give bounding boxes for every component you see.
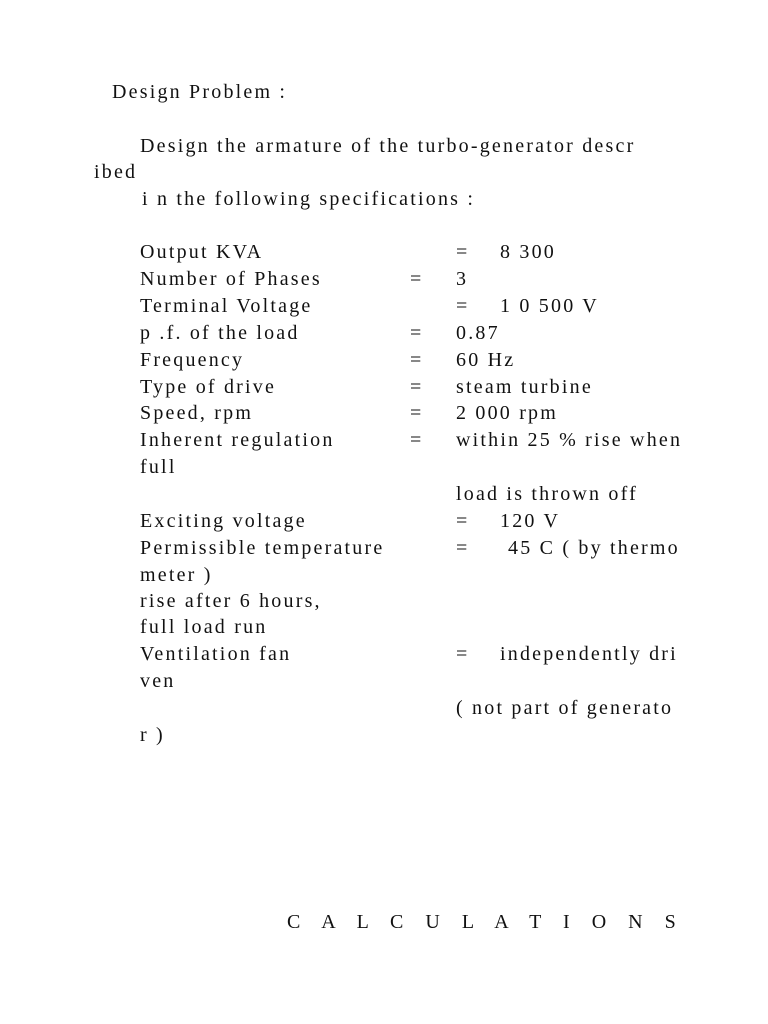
- spec-label-speed: Speed, rpm: [140, 402, 254, 424]
- spec-label-regulation: Inherent regulation: [140, 429, 335, 451]
- intro-line-1: Design the armature of the turbo-generator descr: [140, 135, 636, 157]
- spec-label-drive: Type of drive: [140, 376, 277, 398]
- spec-value-frequency: 60 Hz: [456, 349, 516, 371]
- spec-value-voltage: 1 0 500 V: [500, 295, 599, 317]
- spec-eq-voltage: =: [456, 295, 470, 317]
- spec-value-phases: 3: [456, 268, 469, 290]
- spec-value-drive: steam turbine: [456, 376, 593, 398]
- spec-label-pf: p .f. of the load: [140, 322, 300, 344]
- heading: Design Problem :: [112, 81, 288, 103]
- spec-label-output-kva: Output KVA: [140, 241, 264, 263]
- spec-eq-frequency: =: [410, 349, 424, 371]
- spec-value-regulation-cont: load is thrown off: [456, 483, 638, 505]
- spec-eq-temperature: =: [456, 537, 470, 559]
- spec-value-pf: 0.87: [456, 322, 500, 344]
- spec-label-frequency: Frequency: [140, 349, 245, 371]
- spec-eq-pf: =: [410, 322, 424, 344]
- spec-label-phases: Number of Phases: [140, 268, 322, 290]
- intro-line-3: i n the following specifications :: [142, 188, 476, 210]
- spec-label-fan-cont: ven: [140, 670, 176, 692]
- spec-eq-exciting: =: [456, 510, 470, 532]
- spec-label-exciting: Exciting voltage: [140, 510, 307, 532]
- spec-value-regulation: within 25 % rise when: [456, 429, 683, 451]
- spec-label-regulation-cont: full: [140, 456, 177, 478]
- spec-label-voltage: Terminal Voltage: [140, 295, 313, 317]
- spec-eq-speed: =: [410, 402, 424, 424]
- spec-label-temperature: Permissible temperature: [140, 537, 385, 559]
- spec-eq-drive: =: [410, 376, 424, 398]
- spec-value-fan-cont: ( not part of generato: [456, 697, 674, 719]
- spec-label-fan-cont-2: r ): [140, 724, 165, 746]
- spec-label-temperature-cont-2: rise after 6 hours,: [140, 590, 322, 612]
- spec-value-temperature: 45 C ( by thermo: [508, 537, 680, 559]
- spec-eq-output-kva: =: [456, 241, 470, 263]
- spec-label-temperature-cont-1: meter ): [140, 564, 213, 586]
- spec-eq-fan: =: [456, 643, 470, 665]
- spec-label-temperature-cont-3: full load run: [140, 616, 268, 638]
- spec-value-exciting: 120 V: [500, 510, 561, 532]
- spec-label-fan: Ventilation fan: [140, 643, 292, 665]
- intro-line-2: ibed: [94, 161, 138, 183]
- spec-value-speed: 2 000 rpm: [456, 402, 559, 424]
- spec-eq-regulation: =: [410, 429, 424, 451]
- spec-value-fan: independently dri: [500, 643, 678, 665]
- spec-eq-phases: =: [410, 268, 424, 290]
- calculations-title: C A L C U L A T I O N S: [287, 911, 685, 933]
- spec-value-output-kva: 8 300: [500, 241, 556, 263]
